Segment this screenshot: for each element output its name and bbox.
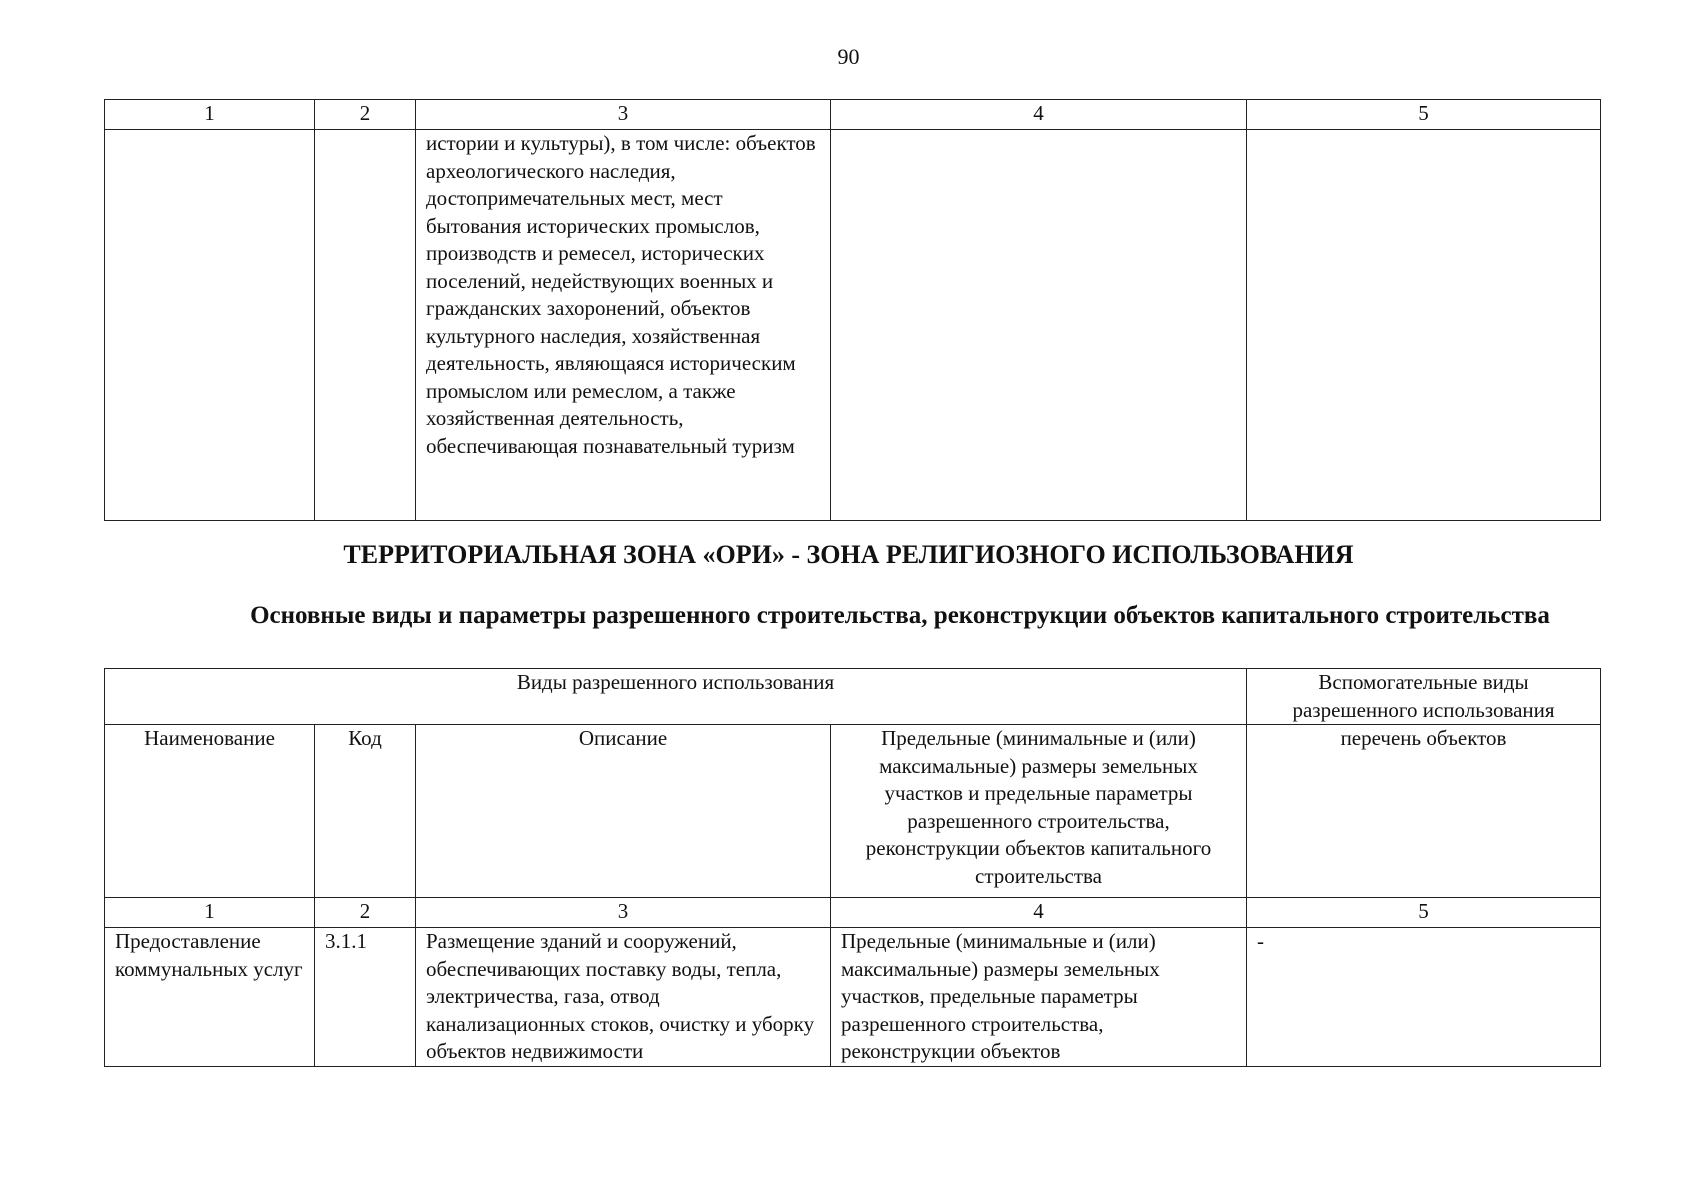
column-number-row — [105, 100, 1601, 130]
auxiliary-cell — [1247, 130, 1601, 521]
column-number: 4 — [831, 100, 1247, 130]
group-header-row — [105, 669, 1601, 725]
column-number: 5 — [1247, 898, 1601, 928]
column-number: 5 — [1247, 100, 1601, 130]
table-row — [105, 130, 1601, 521]
header-description: Описание — [416, 725, 831, 898]
limits-cell — [831, 130, 1247, 521]
header-limits: Предельные (минимальные и (или) максимальные) размеры земельных участков и предельные параметры разрешенного строительства, реконструкции объектов капитального строительства — [831, 725, 1247, 898]
permitted-use-table — [104, 668, 1601, 1067]
limits-cell: Предельные (минимальные и (или) максимальные) размеры земельных участков, предельные параметры разрешенного строительства, реконструкции объектов — [831, 928, 1247, 1067]
code-cell — [315, 130, 416, 521]
zone-heading: ТЕРРИТОРИАЛЬНАЯ ЗОНА «ОРИ» - ЗОНА РЕЛИГИОЗНОГО ИСПОЛЬЗОВАНИЯ — [343, 540, 1354, 569]
name-cell — [105, 130, 315, 521]
column-header-row — [105, 725, 1601, 898]
column-number: 2 — [315, 898, 416, 928]
table-row — [105, 928, 1601, 1067]
group-header-main: Виды разрешенного использования — [105, 669, 1247, 725]
header-name: Наименование — [105, 725, 315, 898]
column-number: 3 — [416, 898, 831, 928]
column-number-row — [105, 898, 1601, 928]
column-number: 4 — [831, 898, 1247, 928]
description-cell: истории и культуры), в том числе: объектов археологического наследия, достопримечательных мест, мест бытования исторических промыслов, производств и ремесел, исторических поселений, недействующих военных и гражданских захоронений, объектов культурного наследия, хозяйственная деятельность, являющаяся историческим промыслом или ремеслом, а также хозяйственная деятельность, обеспечивающая познавательный туризм — [416, 130, 831, 521]
page-number: 90 — [837, 44, 860, 69]
auxiliary-cell: - — [1247, 928, 1601, 1067]
code-cell: 3.1.1 — [315, 928, 416, 1067]
column-number: 1 — [105, 100, 315, 130]
description-cell: Размещение зданий и сооружений, обеспечивающих поставку воды, тепла, электричества, газа, отвод канализационных стоков, очистку и уборку объектов недвижимости — [416, 928, 831, 1067]
column-number: 2 — [315, 100, 416, 130]
params-heading: Основные виды и параметры разрешенного строительства, реконструкции объектов капитального строительства — [250, 602, 1550, 629]
continuation-table — [104, 99, 1601, 521]
column-number: 3 — [416, 100, 831, 130]
column-number: 1 — [105, 898, 315, 928]
name-cell: Предоставление коммунальных услуг — [105, 928, 315, 1067]
header-aux-list: перечень объектов — [1247, 725, 1601, 898]
header-code: Код — [315, 725, 416, 898]
group-header-aux: Вспомогательные виды разрешенного использования — [1247, 669, 1601, 725]
